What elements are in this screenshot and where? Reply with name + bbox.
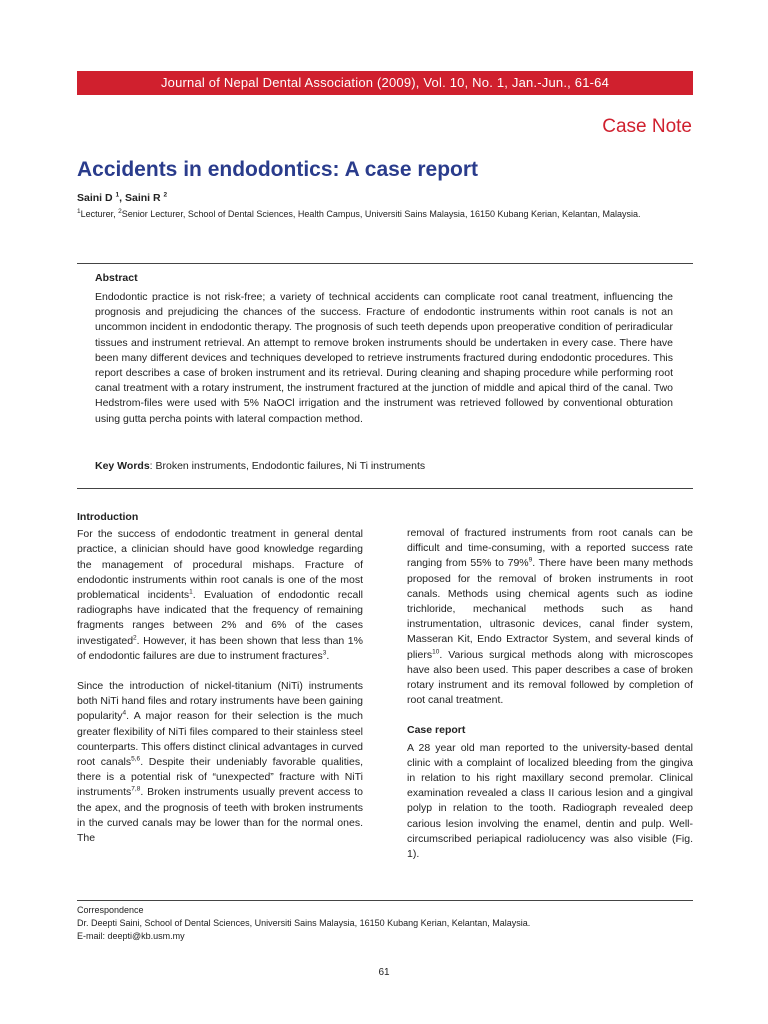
author-sup: 1 xyxy=(115,191,120,199)
affiliation xyxy=(77,208,693,221)
keywords-list: : Broken instruments, Endodontic failures, Ni Ti instruments xyxy=(149,460,426,472)
page-number: 61 xyxy=(378,967,390,978)
authors-line: Saini D $^1$, Saini R $^2$ xyxy=(77,191,168,204)
correspondence-email: E-mail: deepti@kb.usm.my xyxy=(77,931,185,941)
correspondence-address: Dr. Deepti Saini, School of Dental Sciences, Universiti Sains Malaysia, 16150 Kubang Kerian, Kelantan, Malaysia. xyxy=(77,918,531,928)
case-report-paragraph: A 28 year old man reported to the university-based dental clinic with a complaint of localized bleeding from the gingiva in relation to his right maxillary second premolar. Clinical examination revealed a class II carious lesion and a gingival polyp in relation to the tooth. Radiograph revealed deep carious lesion involving the enamel, dentin and pulp. Well-circumscribed periapical radiolucency was also visible (Fig. 1). xyxy=(407,741,693,861)
section-label: Case Note xyxy=(602,116,692,137)
intro-paragraph-2: Since the introduction of nickel-titanium (NiTi) instruments both NiTi hand files and rotary instruments have been gaining popularity$^4$. A major reason for their selection is the much greater flexibility of NiTi files compared to their stainless steel counterparts. This offers distinct clinical advantages in curved root canals$^{5,6}$. Despite their undeniably favorable qualities, there is a potential risk of “unexpected” fracture with NiTi instruments$^{7,8}$. Broken instruments usually prevent access to the apex, and the prognosis of teeth with broken instruments in the curved canals may be lower than for the normal ones. The xyxy=(77,680,363,845)
abstract-heading: Abstract xyxy=(95,272,138,284)
introduction-heading: Introduction xyxy=(77,511,139,523)
keywords-label: Key Words xyxy=(95,460,150,472)
author-name: Saini R xyxy=(124,192,161,204)
journal-citation: Journal of Nepal Dental Association (2009), Vol. 10, No. 1, Jan.-Jun., 61-64 xyxy=(160,75,610,90)
citation-ref: 10 xyxy=(432,648,440,656)
affil-role: Lecturer, xyxy=(80,209,119,219)
abstract-text: Endodontic practice is not risk-free; a variety of technical accidents can complicate root canal treatment, influencing the prognosis and prejudicing the chances of the success. Fracture of endodontic instruments within root canals is not an uncommon incident in endodontic therapy. The prognosis of such teeth depends upon preoperative condition of periradicular tissues and instrument retrieval. An attempt to remove broken instruments should be undertaken in every case. There have been many different devices and techniques developed to retrieve instruments fractured during endodontic procedures. This report describes a case of broken instrument and its retrieval. During cleaning and shaping procedure while performing root canal treatment with a rotary instrument, the instrument fractured at the junction of middle and apical third of the canal. Two Hedstrom-files were used with 5% NaOCl irrigation and the instrument was retrieved followed by conventional obturation using gutta percha points with lateral compaction method. xyxy=(95,291,673,425)
journal-banner xyxy=(77,71,693,95)
case-report-heading: Case report xyxy=(407,724,466,737)
citation-ref: 3 xyxy=(322,649,327,657)
author-name: Saini D xyxy=(77,192,113,204)
citation-ref: 4 xyxy=(122,709,127,717)
correspondence-block xyxy=(77,904,530,943)
footer-rule xyxy=(77,900,693,901)
abstract-top-rule xyxy=(77,263,693,264)
intro-paragraph-3: removal of fractured instruments from root canals can be difficult and time-consuming, with a reported success rate ranging from 55% to 79%$^9$. There have been many methods proposed for the removal of broken instruments in root canals. Methods using chemical agents such as iodine trichloride, mechanical methods such as hand instrumentation, ultrasonic devices, canal finder system, Masseran Kit, Endo Extractor System, and several kinds of pliers$^{10}$. Various surgical methods along with microscopes have also been used. This paper describes a case of broken rotary instrument and its removal followed by completion of root canal treatment. xyxy=(407,527,693,707)
right-column xyxy=(407,526,693,862)
affil-text: Senior Lecturer, School of Dental Sciences, Health Campus, Universiti Sains Malaysia, 16150 Kubang Kerian, Kelantan, Malaysia. xyxy=(121,209,641,219)
author-sup: 2 xyxy=(163,191,168,199)
citation-ref: 2 xyxy=(133,634,137,642)
citation-ref: 1 xyxy=(189,588,193,596)
intro-paragraph-1: For the success of endodontic treatment in general dental practice, a clinician should have good knowledge regarding the management of procedural mishaps. Fracture of endodontic instruments within root canals is one of the most problematical incidents$^1$. Evaluation of endodontic recall radiographs have indicated that the frequency of remaining fragments ranges between 2% and 6% of the cases investigated$^2$. However, it has been shown that less than 1% of endodontic failures are due to instrument fractures$^3$. xyxy=(77,528,363,662)
correspondence-label: Correspondence xyxy=(77,905,144,915)
citation-ref: 7,8 xyxy=(131,785,141,793)
abstract-bottom-rule xyxy=(77,488,693,489)
citation-ref: 9 xyxy=(528,556,533,564)
left-column xyxy=(77,510,363,846)
citation-ref: 5,6 xyxy=(131,755,141,763)
affil-sup: 1 xyxy=(77,208,81,215)
affil-sup: 2 xyxy=(118,208,122,215)
keywords xyxy=(95,460,425,472)
article-title: Accidents in endodontics: A case report xyxy=(77,158,479,181)
